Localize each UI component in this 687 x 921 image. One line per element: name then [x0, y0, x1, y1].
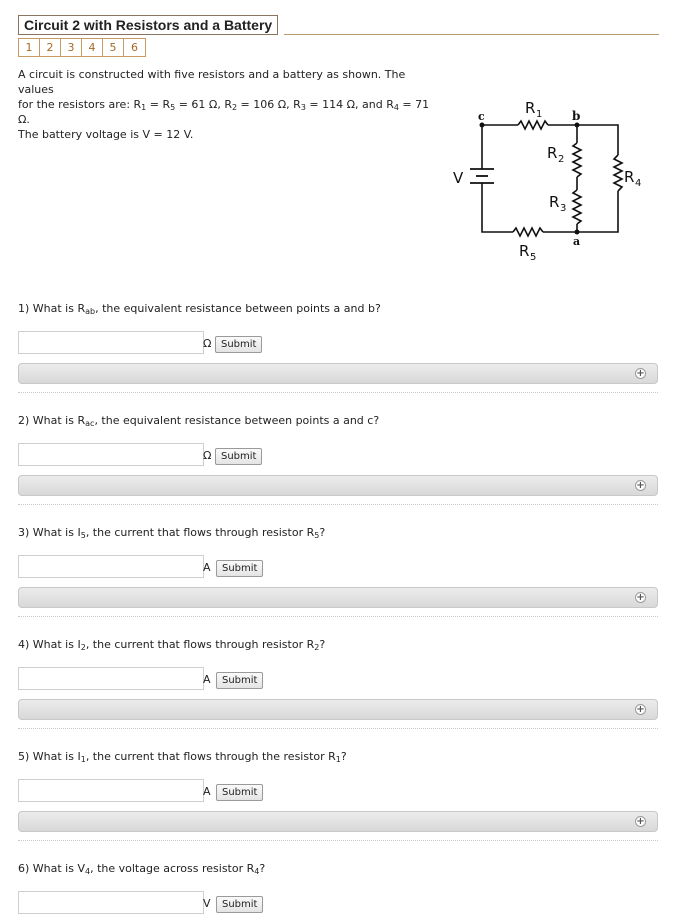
submit-button-4[interactable]: Submit	[216, 672, 263, 689]
separator-2	[18, 504, 658, 505]
answer-input-2[interactable]	[18, 443, 204, 466]
hint-bar-2[interactable]	[18, 475, 658, 496]
resistor-r1	[518, 121, 548, 129]
unit-4: A	[203, 673, 211, 686]
resistor-r3	[573, 190, 581, 224]
plus-circle-icon[interactable]: +	[636, 368, 645, 379]
plus-circle-icon[interactable]: +	[636, 816, 645, 827]
tab-1[interactable]: 1	[18, 38, 40, 57]
battery-v-label: V	[453, 169, 464, 187]
unit-5: A	[203, 785, 211, 798]
node-b-label: b	[572, 109, 581, 123]
hint-bar-1[interactable]	[18, 363, 658, 384]
answer-input-1[interactable]	[18, 331, 204, 354]
r1-label-sub: 1	[536, 109, 543, 120]
question-6: 6) What is $V_4$, the voltage across resistor $R_4$?	[18, 862, 266, 876]
r2-label-sub: 2	[558, 154, 565, 165]
node-c-label: c	[478, 110, 485, 123]
tab-3[interactable]: 3	[60, 38, 82, 57]
submit-button-6[interactable]: Submit	[216, 896, 263, 913]
hint-bar-5[interactable]	[18, 811, 658, 832]
tab-4[interactable]: 4	[81, 38, 103, 57]
question-1: 1) What is $R_{ab}$, the equivalent resistance between points a and b?	[18, 302, 381, 316]
unit-1: Ω	[203, 337, 212, 350]
separator-5	[18, 840, 658, 841]
hint-bar-4[interactable]	[18, 699, 658, 720]
unit-2: Ω	[203, 449, 212, 462]
r4-label-sub: 4	[635, 178, 642, 189]
separator-3	[18, 616, 658, 617]
page-title: Circuit 2 with Resistors and a Battery	[18, 15, 278, 35]
plus-circle-icon[interactable]: +	[636, 704, 645, 715]
intro-line-2: for the resistors are: $R_1 = R_5 = 61$ Ω, $R_2 = 106$ Ω, $R_3 = 114$ Ω, and $R_4 = 71$ Ω.	[18, 98, 430, 126]
unit-6: V	[203, 897, 211, 910]
node-a-label: a	[573, 235, 581, 248]
title-rule	[284, 34, 659, 35]
question-4: 4) What is $I_2$, the current that flows through resistor $R_2$?	[18, 638, 326, 652]
question-5: 5) What is $I_1$, the current that flows through the resistor $R_1$?	[18, 750, 347, 764]
separator-4	[18, 728, 658, 729]
problem-statement	[18, 67, 438, 142]
unit-3: A	[203, 561, 211, 574]
answer-input-5[interactable]	[18, 779, 204, 802]
plus-circle-icon[interactable]: +	[636, 480, 645, 491]
answer-input-3[interactable]	[18, 555, 204, 578]
intro-line-3: The battery voltage is V = 12 V.	[18, 128, 194, 141]
resistor-r5	[513, 228, 543, 236]
hint-bar-3[interactable]	[18, 587, 658, 608]
r3-label: R	[549, 193, 560, 211]
resistor-r4	[614, 155, 622, 191]
r4-label: R	[624, 168, 635, 186]
answer-input-4[interactable]	[18, 667, 204, 690]
submit-button-5[interactable]: Submit	[216, 784, 263, 801]
tab-6[interactable]: 6	[123, 38, 146, 57]
r3-label-sub: 3	[560, 203, 567, 214]
r5-label: R	[519, 242, 530, 260]
tab-2[interactable]: 2	[39, 38, 61, 57]
answer-input-6[interactable]	[18, 891, 204, 914]
r2-label: R	[547, 144, 558, 162]
resistor-r2	[573, 143, 581, 177]
submit-button-1[interactable]: Submit	[215, 336, 262, 353]
question-tabs	[18, 38, 145, 57]
r5-label-sub: 5	[530, 252, 537, 263]
question-2: 2) What is $R_{ac}$, the equivalent resistance between points a and c?	[18, 414, 380, 428]
circuit-diagram	[440, 95, 660, 265]
submit-button-3[interactable]: Submit	[216, 560, 263, 577]
intro-line-1: A circuit is constructed with five resistors and a battery as shown. The values	[18, 68, 406, 96]
separator-1	[18, 392, 658, 393]
submit-button-2[interactable]: Submit	[215, 448, 262, 465]
question-3: 3) What is $I_5$, the current that flows through resistor $R_5$?	[18, 526, 326, 540]
tab-5[interactable]: 5	[102, 38, 124, 57]
plus-circle-icon[interactable]: +	[636, 592, 645, 603]
r1-label: R	[525, 99, 536, 117]
